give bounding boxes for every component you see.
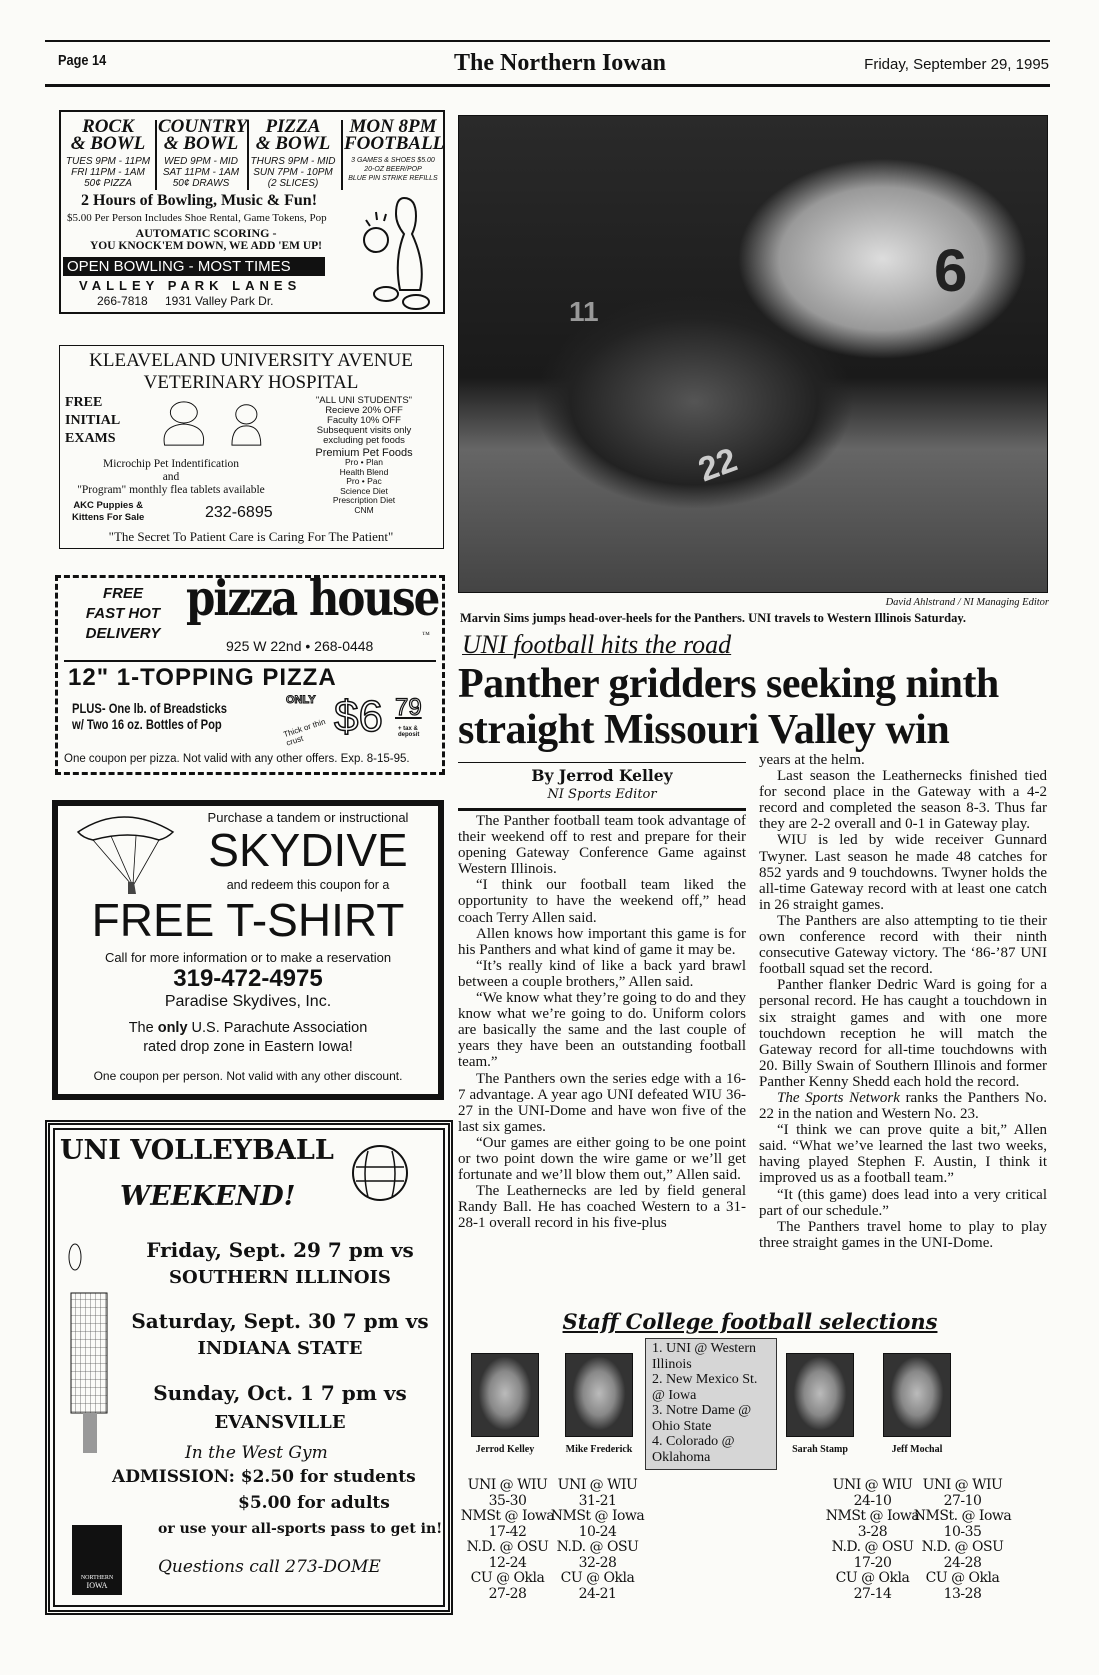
jersey-number: 6: [934, 237, 968, 304]
game-2: [110, 1308, 450, 1362]
pick-score: 17-42: [488, 1523, 527, 1540]
staff-picks-column: [545, 1478, 650, 1602]
divider: [247, 120, 249, 190]
article-paragraph: The Panther football team took advantage of their weekend off to rest and prepare for their opening Gateway Conference Game against Western Illinois.: [458, 813, 746, 878]
article-paragraph: The Leathernecks are led by field general Randy Ball. He has coached Western to a 31-28-1 overall record in his five-plus: [458, 1183, 746, 1232]
schedule-line: (2 SLICES): [267, 178, 319, 189]
volleyball-net-icon: [65, 1243, 110, 1463]
jersey-number: 11: [569, 296, 599, 327]
crust-note: Thick or thin crust: [282, 717, 327, 748]
pick-score: 27-28: [488, 1585, 527, 1602]
article-headline: Panther gridders seeking ninth: [458, 661, 999, 707]
discount-line: Recieve 20% OFF: [325, 405, 403, 416]
students-line: "ALL UNI STUDENTS": [315, 395, 413, 406]
lanes-name: VALLEY PARK LANES: [79, 278, 302, 293]
akc-line: Kittens For Sale: [72, 512, 145, 523]
foods-title: Premium Pet Foods: [315, 447, 413, 459]
schedule-line: 50¢ DRAWS: [172, 178, 230, 189]
vet-title: VETERINARY HOSPITAL: [143, 372, 359, 393]
delivery-line: FAST HOT: [85, 605, 161, 622]
jeff-mochal-photo: [883, 1353, 951, 1437]
delivery-block: [78, 584, 168, 644]
game-time: Friday, Sept. 29 7 pm vs: [146, 1238, 414, 1262]
column-title: & BOWL: [163, 133, 239, 154]
byline-title: NI Sports Editor: [547, 787, 657, 802]
game-time: Sunday, Oct. 1 7 pm vs: [153, 1381, 407, 1405]
game-opponent: INDIANA STATE: [197, 1338, 363, 1359]
article-paragraph: [759, 1090, 1047, 1122]
volleyball-title: UNI VOLLEYBALL: [60, 1135, 334, 1166]
pick-score: 24-28: [943, 1554, 982, 1571]
pick-score: 24-21: [578, 1585, 617, 1602]
association-line: [58, 1020, 438, 1036]
game-item: 2. New Mexico St. @ Iowa: [652, 1372, 758, 1403]
logo-text: NORTHERN: [80, 1575, 114, 1581]
game-item: 3. Notre Dame @ Ohio State: [652, 1403, 752, 1434]
delivery-line: DELIVERY: [85, 625, 161, 642]
divider: [155, 120, 157, 190]
article-paragraph: Last season the Leathernecks finished tied for second place in the Gateway with a 4-2 record and completed the season 8-3. Thus far they are 2-2 overall and 0-1 in Gateway play.: [759, 768, 1047, 833]
photo-caption: Marvin Sims jumps head-over-heels for the Panthers. UNI travels to Western Illinois Saturday.: [460, 611, 967, 625]
staff-picks-column: [910, 1478, 1015, 1602]
microchip-line: "Program" monthly flea tablets available: [77, 484, 265, 496]
game-1: [110, 1237, 450, 1291]
football-action-photo: [458, 115, 1048, 593]
article-paragraph: “I think we can prove quite a bit,” Allen said. “What we’ve learned the last two weeks, having played Stephen F. Austin, I think it improved us as a football team.”: [759, 1122, 1047, 1187]
pick-score: 32-28: [578, 1554, 617, 1571]
tax-note: + tax & deposit: [398, 726, 420, 738]
article-paragraph: “I think our football team liked the opportunity to have the weekend off,” head coach Terry Allen said.: [458, 877, 746, 926]
price-line: $5.00 Per Person Includes Shoe Rental, Game Tokens, Pop: [67, 212, 327, 224]
game-item: 1. UNI @ Western Illinois: [652, 1341, 757, 1372]
header-top-rule: [45, 40, 1050, 42]
article-paragraph: WIU is led by wide receiver Gunnard Twyner. Last season he made 48 catches for 852 yards and 9 touchdowns. Twyner holds the all-time Gateway record with at least one catch in 26 straight games.: [759, 832, 1047, 913]
schedule-line: FRI 11PM - 1AM: [71, 167, 145, 178]
pick-score: 24-10: [853, 1492, 892, 1509]
byline-top-rule: [458, 762, 746, 763]
pick-score: 10-24: [578, 1523, 617, 1540]
article-column-1: [458, 813, 746, 1231]
free-line: FREE: [65, 395, 103, 410]
byline-bottom-rule: [458, 808, 746, 811]
byline: By Jerrod Kelley: [531, 766, 673, 785]
pick-matchup: N.D. @ OSU: [921, 1539, 1004, 1555]
game-time: Saturday, Sept. 30 7 pm vs: [131, 1309, 429, 1333]
game-3: [110, 1379, 450, 1437]
skydive-phone: 319-472-4975: [173, 965, 323, 992]
rock-bowl-column: [65, 118, 151, 189]
association-line: rated drop zone in Eastern Iowa!: [143, 1039, 353, 1055]
schedule-line: THURS 9PM - MID: [250, 156, 336, 167]
northern-iowa-panther-logo: [72, 1525, 122, 1595]
skydive-headline: SKYDIVE: [208, 824, 408, 876]
article-paragraph: “It’s really kind of like a back yard brawl between a couple brothers,” Allen said.: [458, 957, 746, 990]
pick-matchup: N.D. @ OSU: [556, 1539, 639, 1555]
staff-name: Jeff Mochal: [891, 1444, 943, 1455]
football-column: [344, 116, 445, 183]
food-item: Health Blend: [339, 466, 389, 477]
games-list-box: [645, 1338, 777, 1470]
bowling-headline: 2 Hours of Bowling, Music & Fun!: [81, 192, 318, 209]
assoc-text: The: [128, 1020, 158, 1036]
pick-matchup: CU @ Okla: [925, 1570, 1000, 1586]
volleyball-icon: [350, 1143, 410, 1203]
admission-adults: $5.00 for adults: [238, 1493, 390, 1513]
bowling-pin-mascot-icon: [356, 190, 441, 310]
issue-date: Friday, September 29, 1995: [864, 56, 1049, 73]
column-title: & BOWL: [255, 133, 331, 154]
column-title: ROCK: [82, 116, 134, 137]
all-sports-pass: or use your all-sports pass to get in!: [158, 1521, 443, 1537]
logo-text: IOWA: [86, 1581, 108, 1590]
price-dollars: $6: [334, 692, 383, 741]
sarah-stamp-photo: [786, 1353, 854, 1437]
pizza-house-logo: pizza house: [186, 570, 439, 627]
vet-phone: 232-6895: [205, 504, 273, 521]
column-title: MON 8PM: [349, 116, 437, 137]
pick-score: 3-28: [857, 1523, 888, 1540]
pick-matchup: NMSt @ Iowa: [550, 1508, 645, 1524]
schedule-line: 20-OZ BEER/POP: [364, 166, 422, 173]
schedule-line: TUES 9PM - 11PM: [65, 156, 151, 167]
free-line: INITIAL: [65, 413, 121, 428]
divider: [64, 660, 436, 662]
skydive-line: and redeem this coupon for a: [226, 878, 390, 892]
article-paragraph: years at the helm.: [759, 752, 865, 768]
country-bowl-column: [158, 116, 248, 189]
pick-matchup: NMSt. @ Iowa: [913, 1508, 1012, 1524]
dog-and-cat-icon: [155, 398, 280, 448]
discount-block: [288, 396, 440, 515]
staff-picks-title: Staff College football selections: [562, 1309, 938, 1334]
mike-frederick-photo: [565, 1353, 633, 1437]
article-paragraph: The Panthers are also attempting to tie their own conference record with their ninth consecutive Gateway victory. The ‘86-’87 UNI football squad set the record.: [759, 912, 1047, 978]
akc-block: [72, 500, 144, 524]
open-bowling-banner: OPEN BOWLING - MOST TIMES: [63, 257, 325, 276]
staff-name: Jerrod Kelley: [475, 1444, 535, 1455]
trademark: ™: [422, 630, 430, 639]
lanes-phone: 266-7818: [97, 294, 148, 308]
pick-matchup: UNI @ WIU: [832, 1477, 913, 1493]
pick-score: 10-35: [943, 1523, 982, 1540]
article-column-2: [759, 752, 1047, 1251]
pizza-bowl-column: [250, 118, 336, 189]
price-cents: 79: [395, 694, 422, 721]
staff-name: Sarah Stamp: [792, 1444, 848, 1455]
free-tshirt-headline: FREE T-SHIRT: [91, 894, 405, 946]
assoc-bold: only: [157, 1020, 188, 1036]
microchip-line: Microchip Pet Indentification: [102, 458, 240, 470]
food-item: Pro • Plan: [345, 457, 383, 467]
questions-line: Questions call 273-DOME: [158, 1557, 381, 1577]
admission-students: ADMISSION: $2.50 for students: [112, 1467, 416, 1487]
veterinary-hospital-ad: [59, 345, 444, 549]
scoring-line: YOU KNOCK'EM DOWN, WE ADD 'EM UP!: [89, 240, 323, 252]
pizza-address-phone: 925 W 22nd • 268-0448: [226, 638, 374, 654]
valley-park-lanes-ad: [59, 110, 445, 314]
staff-name: Mike Frederick: [565, 1444, 633, 1455]
only-label: ONLY: [286, 694, 316, 706]
article-paragraph: Panther flanker Dedric Ward is going for a personal record. He has caught a touchdown in six straight games and with one more touchdown reception he will match the Gateway record for all-time touchdowns with 20. Billy Swain of Southern Illinois and former Panther Kenny Shedd each hold the record.: [759, 977, 1047, 1090]
jerrod-kelley-photo: [471, 1353, 539, 1437]
pick-matchup: N.D. @ OSU: [831, 1539, 914, 1555]
food-item: Science Diet: [340, 485, 388, 496]
jersey-number: 22: [693, 440, 743, 490]
photo-credit: David Ahlstrand / NI Managing Editor: [885, 597, 1049, 608]
article-paragraph: “We know what they’re going to do and they know what we’re going to do. Uniform colors are basically the same and the last couple of years they have been an outstanding football team.”: [458, 990, 746, 1071]
pick-matchup: UNI @ WIU: [467, 1477, 548, 1493]
header-bottom-rule: [45, 84, 1050, 87]
vet-slogan: "The Secret To Patient Care is Caring For The Patient": [108, 529, 394, 544]
schedule-line: 3 GAMES & SHOES $5.00: [351, 157, 435, 164]
pick-score: 27-10: [943, 1492, 982, 1509]
akc-line: AKC Puppies &: [73, 500, 143, 511]
article-kicker: UNI football hits the road: [462, 630, 732, 659]
pizza-fine-print: One coupon per pizza. Not valid with any other offers. Exp. 8-15-95.: [64, 753, 410, 765]
schedule-line: SAT 11PM - 1AM: [162, 167, 240, 178]
column-title: PIZZA: [265, 116, 321, 137]
skydive-ad: [52, 800, 444, 1100]
article-paragraph: “It (this game) does lead into a very critical part of our schedule.”: [759, 1186, 1047, 1219]
article-paragraph: The Panthers own the series edge with a 16-7 advantage. A year ago UNI defeated WIU 36-27 in the UNI-Dome and have won five of the last six games.: [458, 1070, 746, 1135]
vet-title: KLEAVELAND UNIVERSITY AVENUE: [89, 350, 413, 371]
venue: In the West Gym: [185, 1443, 328, 1463]
skydive-fine-print: One coupon per person. Not valid with any other discount.: [93, 1069, 403, 1083]
pick-matchup: UNI @ WIU: [922, 1477, 1003, 1493]
plus-line: PLUS- One lb. of Breadsticks: [72, 700, 227, 716]
game-item: 4. Colorado @ Oklahoma: [652, 1434, 735, 1465]
pick-score: 17-20: [853, 1554, 892, 1571]
column-title: & BOWL: [70, 133, 146, 154]
page-number: Page 14: [58, 52, 107, 69]
plus-line: w/ Two 16 oz. Bottles of Pop: [72, 716, 222, 732]
free-line: EXAMS: [65, 431, 116, 446]
discount-line: Subsequent visits only: [316, 425, 412, 436]
article-paragraph: “Our games are either going to be one point or two point down the wire game or we’ll get fortunate and we’ll blow them out,” Allen said.: [458, 1134, 746, 1184]
pick-score: 27-14: [853, 1585, 892, 1602]
microchip-line: and: [162, 471, 180, 483]
game-opponent: SOUTHERN ILLINOIS: [169, 1267, 391, 1288]
newspaper-title: The Northern Iowan: [453, 50, 666, 76]
free-exams: [65, 394, 120, 448]
pick-matchup: CU @ Okla: [835, 1570, 910, 1586]
article-paragraph: The Panthers travel home to play to play three straight games in the UNI-Dome.: [759, 1218, 1047, 1251]
discount-line: Faculty 10% OFF: [327, 415, 401, 426]
paragraph-text: ranks the Panthers No. 22 in the nation and Western No. 23.: [759, 1089, 1047, 1123]
pizza-house-coupon: [55, 570, 445, 775]
volleyball-weekend-ad: [45, 1120, 453, 1615]
pizza-deal: 12" 1-TOPPING PIZZA: [68, 664, 337, 691]
delivery-line: FREE: [102, 585, 143, 602]
skydive-company: Paradise Skydives, Inc.: [164, 993, 332, 1010]
game-opponent: EVANSVILLE: [214, 1412, 346, 1433]
article-paragraph: Allen knows how important this game is for his Panthers and what kind of game it may be.: [458, 925, 746, 958]
article-headline: straight Missouri Valley win: [458, 707, 950, 753]
plus-block: [72, 700, 227, 732]
pick-score: 12-24: [488, 1554, 527, 1571]
pick-matchup: UNI @ WIU: [557, 1477, 638, 1493]
column-title: FOOTBALL: [344, 133, 445, 154]
schedule-line: 50¢ PIZZA: [84, 178, 132, 189]
column-title: COUNTRY: [158, 116, 248, 137]
food-item: Prescription Diet: [332, 495, 396, 505]
pick-score: 35-30: [488, 1492, 527, 1509]
pick-matchup: CU @ Okla: [560, 1570, 635, 1586]
pick-score: 13-28: [943, 1585, 982, 1602]
pick-score: 31-21: [578, 1492, 617, 1509]
volleyball-subtitle: WEEKEND!: [120, 1181, 296, 1212]
pick-matchup: NMSt @ Iowa: [825, 1508, 920, 1524]
microchip-block: [60, 458, 282, 497]
divider: [341, 120, 343, 190]
pick-matchup: CU @ Okla: [470, 1570, 545, 1586]
skydive-line: Purchase a tandem or instructional: [207, 810, 409, 825]
food-item: CNM: [354, 504, 374, 515]
schedule-line: BLUE PIN STRIKE REFILLS: [348, 175, 438, 182]
pick-matchup: N.D. @ OSU: [466, 1539, 549, 1555]
schedule-line: WED 9PM - MID: [164, 156, 238, 167]
pick-matchup: NMSt @ Iowa: [460, 1508, 555, 1524]
scoring-line: AUTOMATIC SCORING -: [135, 226, 277, 240]
publication-name: The Sports Network: [777, 1089, 900, 1106]
discount-line: excluding pet foods: [323, 435, 405, 446]
parachute-icon: [76, 812, 176, 902]
skydive-line: Call for more information or to make a reservation: [104, 950, 392, 965]
assoc-text: U.S. Parachute Association: [187, 1020, 368, 1036]
food-item: Pro • Pac: [346, 476, 382, 486]
lanes-address: 1931 Valley Park Dr.: [165, 294, 274, 308]
schedule-line: SUN 7PM - 10PM: [253, 167, 333, 178]
